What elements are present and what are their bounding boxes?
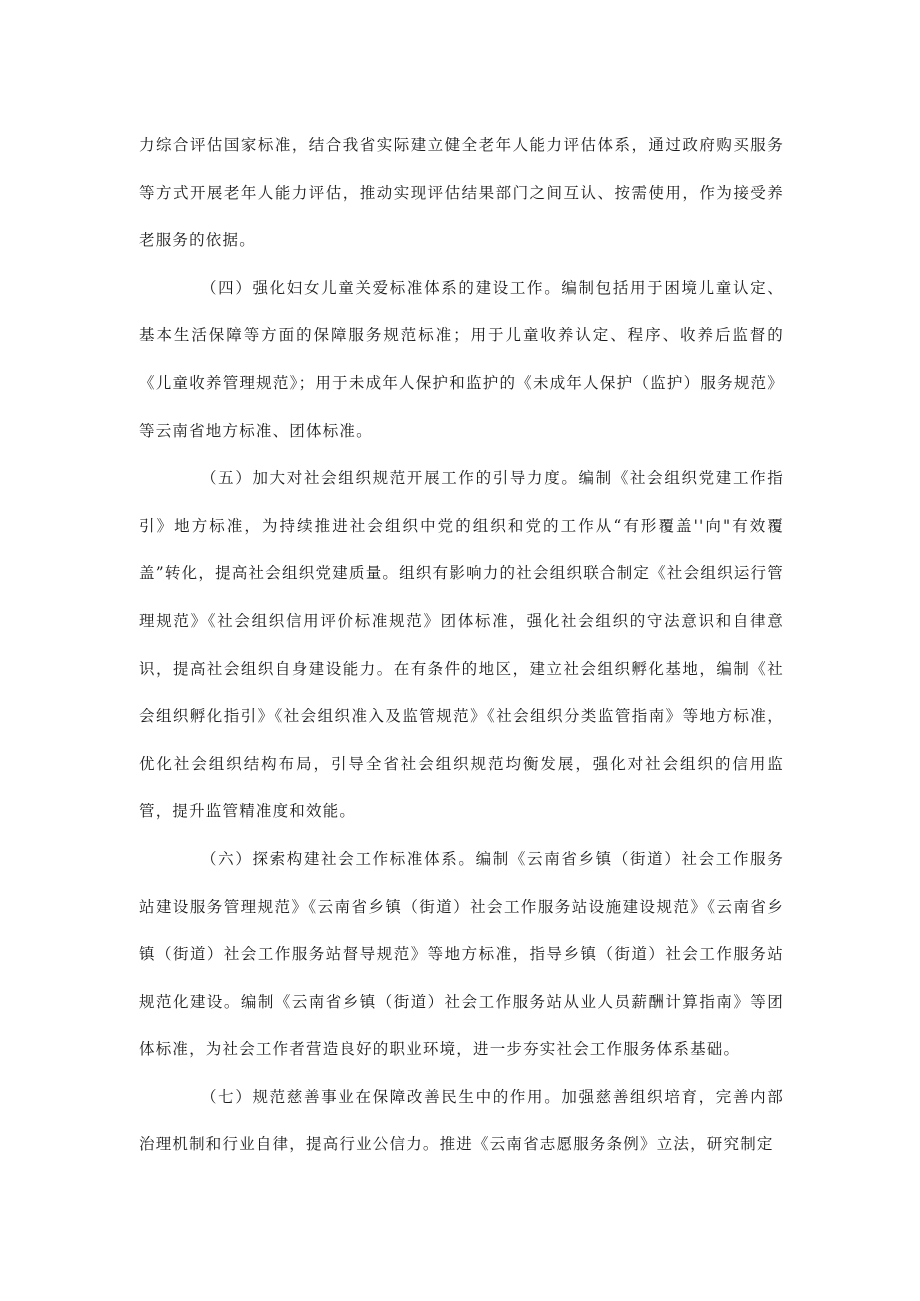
document-body xyxy=(139,122,784,1169)
paragraph-women-children: （四）强化妇女儿童关爱标准体系的建设工作。编制包括用于困境儿童认定、基本生活保障等方面的保障服务规范标准；用于儿童收养认定、程序、收养后监督的《儿童收养管理规范》；用于未成年人保护和监护的《未成年人保护（监护）服务规范》等云南省地方标准、团体标准。 xyxy=(139,278,784,440)
paragraph-social-organizations: （五）加大对社会组织规范开展工作的引导力度。编制《社会组织党建工作指引》地方标准，为持续推进社会组织中党的组织和党的工作从“有形覆盖''向"有效覆盖”转化，提高社会组织党建质量。组织有影响力的社会组织联合制定《社会组织运行管理规范》《社会组织信用评价标准规范》团体标准，强化社会组织的守法意识和自律意识，提高社会组织自身建设能力。在有条件的地区，建立社会组织孵化基地，编制《社会组织孵化指引》《社会组织准入及监管规范》《社会组织分类监管指南》等地方标准，优化社会组织结构布局，引导全省社会组织规范均衡发展，强化对社会组织的信用监管，提升监管精准度和效能。 xyxy=(139,469,784,821)
paragraph-charity: （七）规范慈善事业在保障改善民生中的作用。加强慈善组织培育，完善内部治理机制和行业自律，提高行业公信力。推进《云南省志愿服务条例》立法，研究制定 xyxy=(139,1087,784,1154)
paragraph-social-work: （六）探索构建社会工作标准体系。编制《云南省乡镇（街道）社会工作服务站建设服务管理规范》《云南省乡镇（街道）社会工作服务站设施建设规范》《云南省乡镇（街道）社会工作服务站督导规范》等地方标准，指导乡镇（街道）社会工作服务站规范化建设。编制《云南省乡镇（街道）社会工作服务站从业人员薪酬计算指南》等团体标准，为社会工作者营造良好的职业环境，进一步夯实社会工作服务体系基础。 xyxy=(139,849,784,1059)
paragraph-elderly-assessment: 力综合评估国家标准，结合我省实际建立健全老年人能力评估体系，通过政府购买服务等方式开展老年人能力评估，推动实现评估结果部门之间互认、按需使用，作为接受养老服务的依据。 xyxy=(139,136,784,250)
